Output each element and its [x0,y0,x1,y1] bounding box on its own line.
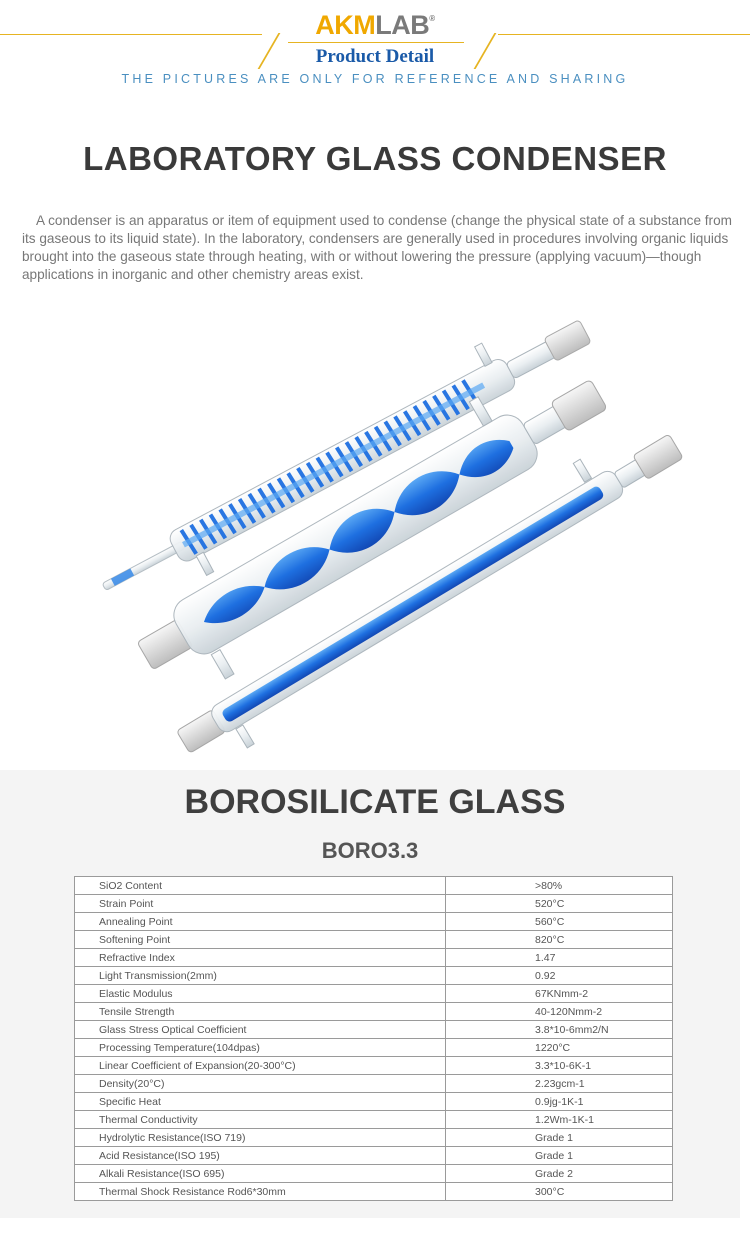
property-value: >80% [446,877,673,895]
registered-mark: ® [429,14,435,23]
table-row [75,1165,673,1183]
table-row [75,1129,673,1147]
property-name: Glass Stress Optical Coefficient [75,1021,446,1039]
property-value: 0.92 [446,967,673,985]
property-value: 1.2Wm-1K-1 [446,1111,673,1129]
table-row [75,913,673,931]
table-row [75,1147,673,1165]
table-row [75,1111,673,1129]
product-description: A condenser is an apparatus or item of equipment used to condense (change the physical state of a substance from its gaseous to its liquid state). In the laboratory, condensers are generally used in procedures involving organic liquids brought into the gaseous state through heating, with or without lowering the pressure (applying vacuum)—though applications in inorganic and other chemistry areas exist. [22,213,732,282]
glass-title: BOROSILICATE GLASS [184,783,566,821]
table-row [75,985,673,1003]
page-title: LABORATORY GLASS CONDENSER [83,140,667,177]
property-name: Acid Resistance(ISO 195) [75,1147,446,1165]
table-row [75,1039,673,1057]
reference-note: THE PICTURES ARE ONLY FOR REFERENCE AND SHARING [121,72,629,86]
table-row [75,1057,673,1075]
property-name: Processing Temperature(104dpas) [75,1039,446,1057]
properties-table-body [75,877,673,1201]
property-value: 67KNmm-2 [446,985,673,1003]
table-row [75,1021,673,1039]
property-value: Grade 1 [446,1129,673,1147]
property-name: Annealing Point [75,913,446,931]
property-value: Grade 1 [446,1147,673,1165]
property-value: 1220°C [446,1039,673,1057]
property-value: 1.47 [446,949,673,967]
table-row [75,1003,673,1021]
property-name: Softening Point [75,931,446,949]
property-name: SiO2 Content [75,877,446,895]
property-name: Specific Heat [75,1093,446,1111]
property-value: 3.8*10-6mm2/N [446,1021,673,1039]
property-name: Density(20°C) [75,1075,446,1093]
property-value: 520°C [446,895,673,913]
logo-lab: LAB [375,10,430,40]
table-row [75,949,673,967]
table-row [75,1183,673,1201]
property-value: 2.23gcm-1 [446,1075,673,1093]
table-row [75,931,673,949]
property-name: Refractive Index [75,949,446,967]
property-name: Thermal Conductivity [75,1111,446,1129]
glass-condensers-photo-icon [0,295,750,765]
property-value: Grade 2 [446,1165,673,1183]
property-name: Elastic Modulus [75,985,446,1003]
brand-logo [0,10,750,41]
header-line-center [288,42,464,43]
property-value: 40-120Nmm-2 [446,1003,673,1021]
property-value: 300°C [446,1183,673,1201]
condensers-illustration [0,295,750,765]
property-value: 820°C [446,931,673,949]
logo-akm: AKM [315,10,376,40]
table-row [75,1075,673,1093]
property-name: Light Transmission(2mm) [75,967,446,985]
property-name: Tensile Strength [75,1003,446,1021]
property-name: Hydrolytic Resistance(ISO 719) [75,1129,446,1147]
property-name: Linear Coefficient of Expansion(20-300°C) [75,1057,446,1075]
property-name: Alkali Resistance(ISO 695) [75,1165,446,1183]
properties-table [74,876,673,1201]
property-name: Thermal Shock Resistance Rod6*30mm [75,1183,446,1201]
product-detail-heading: Product Detail [315,46,435,67]
table-row [75,877,673,895]
property-name: Strain Point [75,895,446,913]
property-value: 560°C [446,913,673,931]
property-value: 0.9jg-1K-1 [446,1093,673,1111]
table-row [75,1093,673,1111]
table-row [75,967,673,985]
property-value: 3.3*10-6K-1 [446,1057,673,1075]
glass-subtitle: BORO3.3 [321,838,419,863]
table-row [75,895,673,913]
